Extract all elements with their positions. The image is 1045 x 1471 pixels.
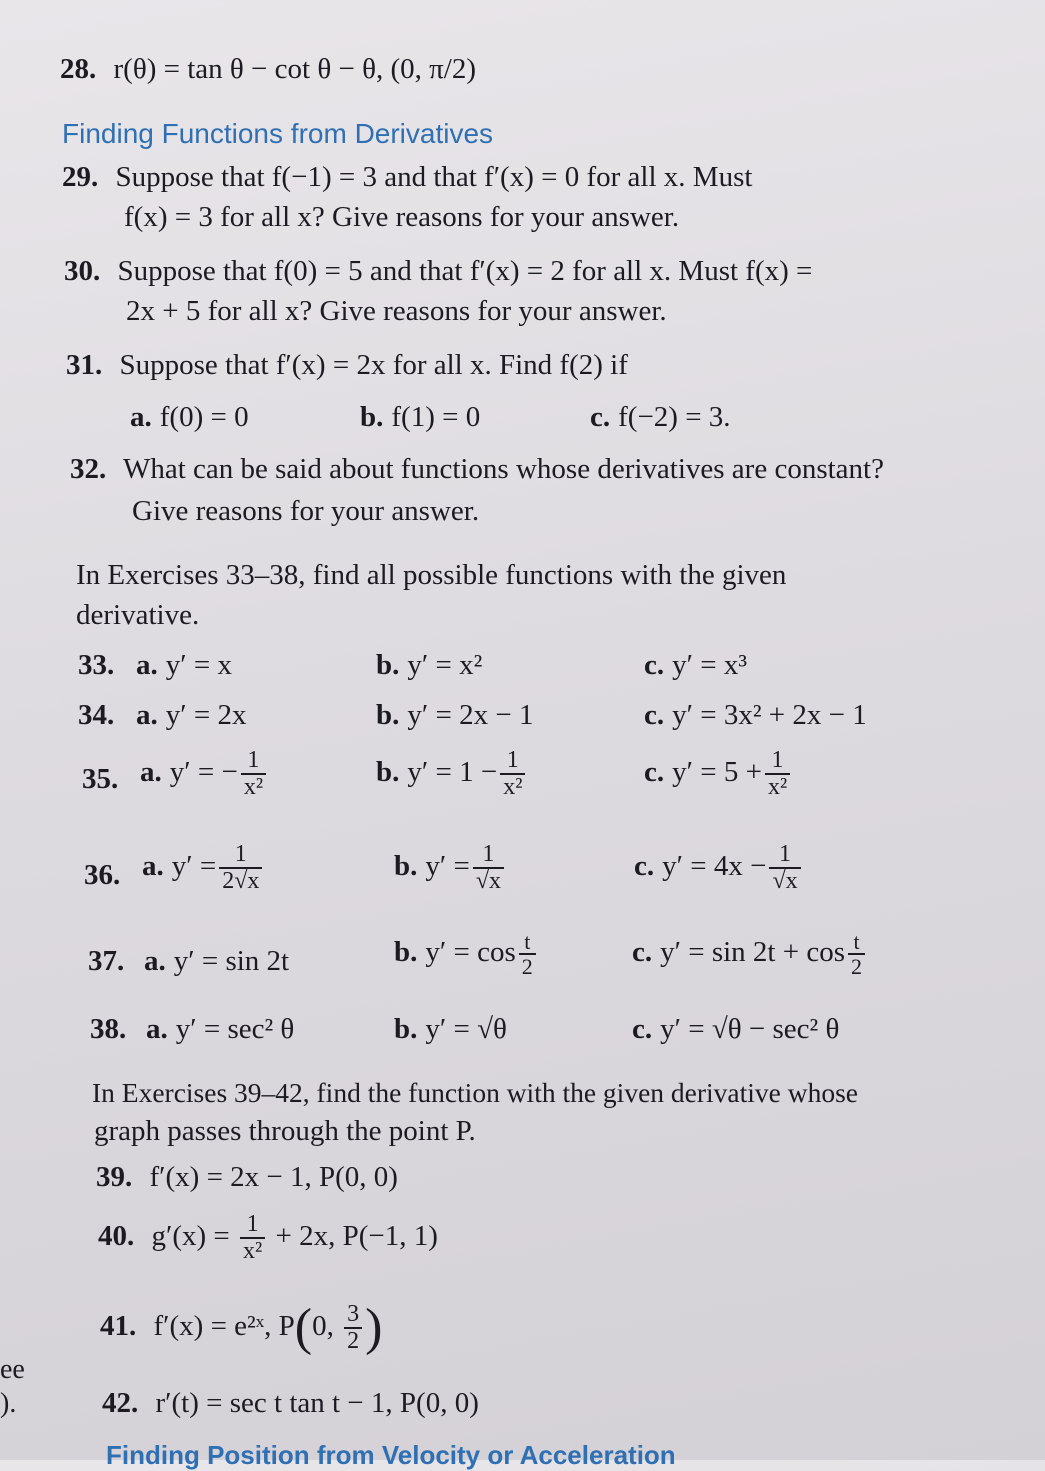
fraction	[848, 930, 865, 978]
denominator: 2√x	[222, 868, 260, 895]
part-label: b.	[376, 649, 400, 681]
exercise-29-cont: f(x) = 3 for all x? Give reasons for your answer.	[124, 201, 680, 233]
exercise-number: 42.	[102, 1387, 139, 1419]
exercise-36	[84, 842, 1014, 916]
part-c: y′ = x³	[672, 649, 748, 681]
part-label: b.	[376, 699, 400, 731]
fraction	[500, 748, 525, 800]
denominator: 2	[521, 954, 533, 980]
exercise-text: r(θ) = tan θ − cot θ − θ, (0, π/2)	[113, 53, 476, 85]
part-label: c.	[634, 849, 655, 882]
part-c: y′ = 3x² + 2x − 1	[672, 699, 867, 731]
instructions-39-42-cont: graph passes through the point P.	[94, 1115, 476, 1147]
exercise-32	[70, 452, 884, 487]
part-c: y′ = 4x −	[662, 849, 767, 882]
numerator: 1	[240, 1212, 265, 1239]
exercise-number: 31.	[66, 349, 103, 381]
fraction	[219, 842, 262, 894]
exercise-40	[98, 1212, 438, 1264]
part-label: c.	[644, 649, 665, 681]
fraction	[519, 930, 536, 978]
margin-fragment-ee: ee	[0, 1354, 25, 1385]
exercise-number: 37.	[88, 945, 125, 977]
exercise-number: 33.	[78, 649, 115, 681]
denominator: x²	[243, 1238, 263, 1265]
fraction	[344, 1302, 362, 1354]
exercise-number: 28.	[60, 53, 97, 85]
exercise-number: 36.	[84, 859, 121, 891]
fraction	[473, 842, 504, 894]
fraction	[240, 1212, 265, 1264]
part-label: b.	[394, 849, 418, 882]
exercise-number: 38.	[90, 1013, 127, 1045]
exercise-32-cont: Give reasons for your answer.	[132, 495, 480, 527]
part-a: y′ = sec² θ	[175, 1013, 295, 1045]
exercise-number: 40.	[98, 1219, 135, 1252]
exercise-number: 32.	[70, 453, 107, 485]
exercise-39	[96, 1160, 398, 1195]
part-label: a.	[140, 755, 162, 788]
exercise-37	[88, 930, 1018, 996]
exercise-number: 29.	[62, 161, 99, 193]
numerator: t	[848, 930, 865, 955]
part-label: a.	[146, 1013, 168, 1045]
exercise-number: 30.	[64, 255, 101, 287]
exercise-text: g′(x) =	[151, 1219, 230, 1252]
part-c: y′ = √θ − sec² θ	[660, 1013, 840, 1045]
part-a: y′ = x	[165, 649, 232, 681]
numerator: 1	[219, 842, 262, 869]
numerator: 1	[765, 748, 790, 775]
exercise-number: 35.	[82, 763, 119, 795]
exercise-text: r′(t) = sec t tan t − 1, P(0, 0)	[155, 1387, 479, 1419]
denominator: √x	[475, 868, 502, 895]
part-c: y′ = sin 2t + cos	[660, 935, 845, 968]
part-b: y′ =	[425, 849, 470, 882]
section-heading-finding-position: Finding Position from Velocity or Acceleration	[106, 1440, 676, 1470]
exercise-text: f′(x) = e²ˣ, P	[153, 1309, 295, 1342]
exercise-text: Suppose that f(−1) = 3 and that f′(x) = 0 for all x. Must	[115, 161, 753, 193]
denominator: 2	[347, 1328, 360, 1355]
instructions-33-38: In Exercises 33–38, find all possible functions with the given	[76, 559, 787, 591]
instructions-33-38-cont: derivative.	[76, 599, 200, 631]
exercise-35	[82, 748, 1012, 818]
point-x: 0,	[312, 1309, 334, 1342]
part-a: y′ = 2x	[165, 699, 247, 731]
exercise-30	[64, 254, 812, 289]
part-label: a.	[130, 401, 152, 433]
part-a: y′ =	[171, 849, 217, 882]
numerator: 1	[500, 748, 525, 775]
section-heading-finding-functions: Finding Functions from Derivatives	[62, 118, 494, 149]
instructions-39-42: In Exercises 39–42, find the function with the given derivative whose	[92, 1077, 858, 1108]
numerator: 3	[344, 1302, 362, 1329]
part-label: c.	[590, 401, 611, 433]
part-label: a.	[142, 849, 164, 882]
part-label: b.	[394, 1013, 418, 1045]
exercise-text: f′(x) = 2x − 1, P(0, 0)	[149, 1161, 398, 1193]
part-label: a.	[136, 699, 158, 731]
part-c: f(−2) = 3.	[618, 401, 731, 433]
exercise-38	[90, 1012, 1020, 1052]
exercise-42	[102, 1386, 479, 1421]
fraction	[241, 748, 266, 800]
part-b: y′ = √θ	[425, 1013, 507, 1045]
part-b: y′ = 2x − 1	[407, 699, 534, 731]
part-label: a.	[136, 649, 158, 681]
exercise-33	[78, 648, 1018, 688]
exercise-number: 41.	[100, 1309, 137, 1342]
exercise-number: 39.	[96, 1161, 133, 1193]
part-b: y′ = x²	[407, 649, 483, 681]
numerator: 1	[473, 842, 504, 869]
part-label: c.	[632, 1013, 653, 1045]
exercise-30-cont: 2x + 5 for all x? Give reasons for your answer.	[126, 295, 667, 327]
numerator: 1	[241, 748, 266, 775]
denominator: x²	[243, 774, 264, 801]
part-label: c.	[632, 935, 653, 968]
exercise-text-post: + 2x, P(−1, 1)	[275, 1219, 438, 1252]
part-label: b.	[394, 935, 418, 968]
part-label: c.	[644, 755, 665, 788]
part-c: y′ = 5 +	[672, 755, 762, 788]
fraction	[769, 842, 800, 894]
denominator: x²	[503, 774, 523, 801]
exercise-31	[66, 348, 628, 383]
denominator: √x	[772, 868, 798, 895]
exercise-34	[78, 698, 1018, 738]
denominator: x²	[767, 774, 788, 801]
part-b: y′ = 1 −	[407, 755, 498, 788]
numerator: t	[519, 930, 536, 955]
denominator: 2	[851, 954, 862, 980]
part-label: c.	[644, 699, 665, 731]
exercise-text: Suppose that f(0) = 5 and that f′(x) = 2 for all x. Must f(x) =	[117, 255, 813, 287]
numerator: 1	[769, 842, 800, 869]
part-b: y′ = cos	[425, 935, 516, 968]
exercise-text: What can be said about functions whose derivatives are constant?	[122, 453, 884, 485]
part-label: b.	[360, 401, 384, 433]
right-paren: )	[365, 1299, 383, 1357]
exercise-28	[60, 52, 476, 87]
exercise-29	[62, 160, 752, 195]
margin-fragment-paren: ).	[0, 1388, 17, 1419]
part-b: f(1) = 0	[391, 401, 481, 433]
part-label: b.	[376, 755, 400, 788]
exercise-41	[100, 1299, 383, 1357]
part-label: a.	[144, 945, 166, 977]
part-a: y′ = sin 2t	[173, 945, 290, 977]
left-paren: (	[294, 1299, 313, 1357]
exercise-number: 34.	[78, 699, 115, 731]
part-a: y′ = −	[169, 755, 238, 788]
fraction	[765, 748, 790, 800]
exercise-text: Suppose that f′(x) = 2x for all x. Find f(2) if	[119, 349, 628, 381]
part-a: f(0) = 0	[159, 401, 249, 433]
